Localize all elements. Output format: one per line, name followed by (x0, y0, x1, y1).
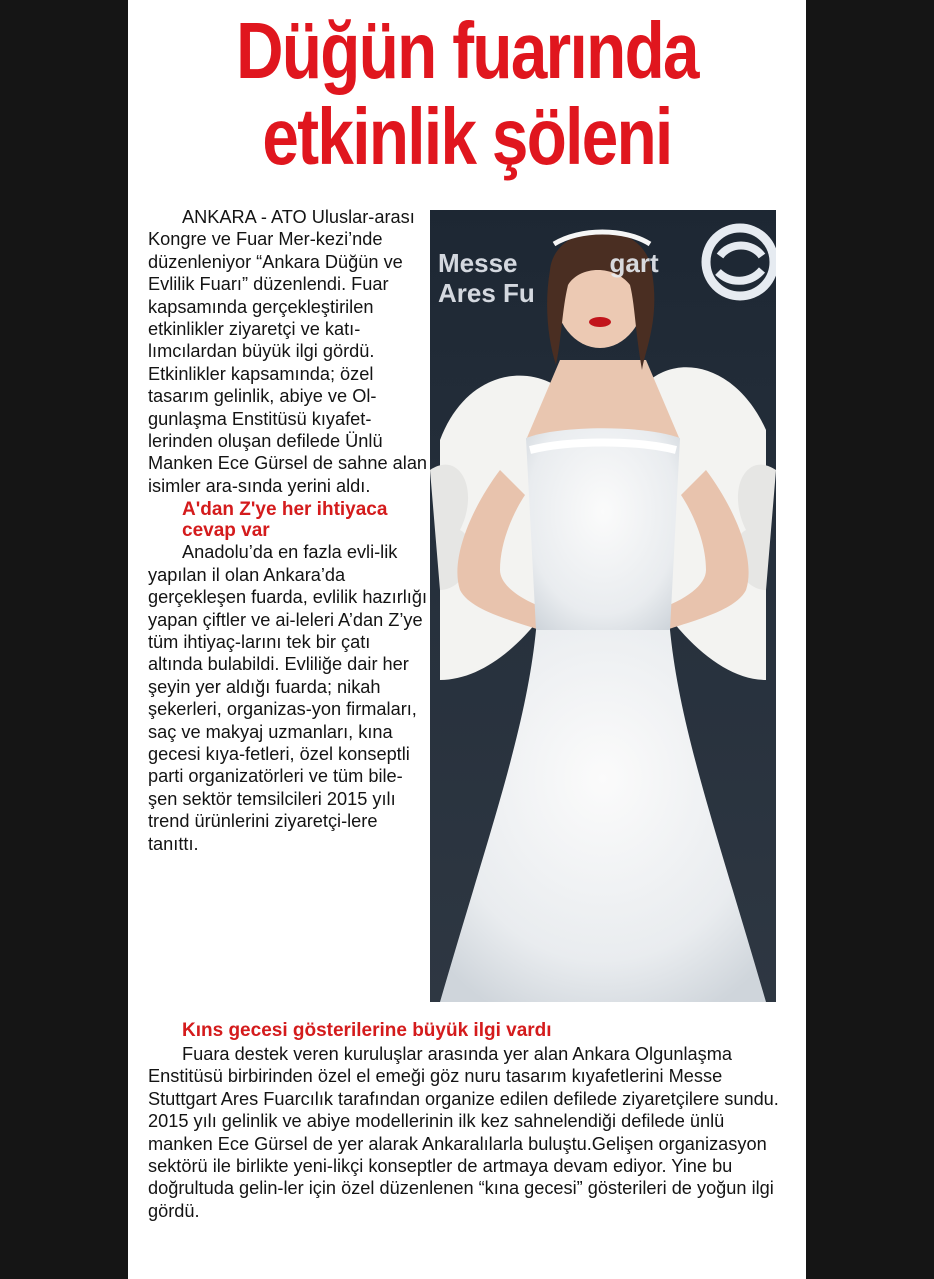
left-dark-border (0, 0, 128, 1279)
right-dark-border (806, 0, 934, 1279)
headline-line-2: etkinlik şöleni (262, 92, 672, 181)
lead-paragraph: ANKARA - ATO Uluslar-arası Kongre ve Fuar Mer-kezi’nde düzenleniyor “Ankara Düğün ve Evlilik Fuarı” düzenlendi. Fuar kapsamında gerçekleştirilen etkinlikler ziyaretçi ve katı-lımcılardan büyük ilgi gördü. Etkinlikler kapsamında; özel tasarım gelinlik, abiye ve Ol-gunlaşma Enstitüsü kıyafet-lerinden oluşan defilede Ünlü Manken Ece Gürsel de sahne alan isimler ara-sında yerini aldı. (148, 207, 428, 496)
article-headline (189, 8, 745, 180)
subhead-kina-gecesi: Kıns gecesi gösterilerine büyük ilgi vardı (182, 1020, 552, 1041)
subhead-a-to-z: A'dan Z'ye her ihtiyaca cevap var (182, 499, 388, 542)
left-column (148, 206, 428, 855)
newspaper-page (128, 0, 806, 1279)
bride-photo (430, 210, 776, 1002)
bottom-section (148, 1018, 788, 1222)
backdrop-sponsor-text (438, 248, 659, 308)
backdrop-text-messe: Messe (438, 248, 518, 278)
messe-logo-icon (700, 212, 776, 312)
backdrop-text-gart: gart (609, 248, 659, 278)
paragraph-2: Anadolu’da en fazla evli-lik yapılan il olan Ankara’da gerçekleşen fuarda, evlilik hazırlığı yapan çiftler ve ai-leleri A’dan Z’ye tüm ihtiyaç-larını tek bir çatı altında bulabildi. Evliliğe dair her şeyin yer aldığı fuarda; nikah şekerleri, organizas-yon firmaları, saç ve makyaj uzmanları, kına gecesi kıya-fetleri, özel konseptli parti organizatörleri ve tüm bile-şen sektör temsilcileri 2015 yılı trend ürünlerini ziyaretçi-lere tanıttı. (148, 542, 428, 854)
headline-line-1: Düğün fuarında (236, 6, 698, 95)
paragraph-3: Fuara destek veren kuruluşlar arasında yer alan Ankara Olgunlaşma Enstitüsü birbirinden özel el emeği göz nuru tasarım kıyafetlerini Messe Stuttgart Ares Fuarcılık tarafından organize edilen defilede ziyaretçilere sundu. 2015 yılı gelinlik ve abiye modellerinin ilk kez sahnelendiği defilede ünlü manken Ece Gürsel de yer alarak Ankaralılarla buluştu.Gelişen organizasyon sektörü ile birlikte yeni-likçi konseptler de artmaya devam ediyor. Yine bu doğrultuda gelin-ler için özel düzenlenen “kına gecesi” gösterileri de yoğun ilgi gördü. (148, 1044, 779, 1221)
bride-figure-illustration (430, 210, 776, 1002)
backdrop-text-ares: Ares Fu (438, 278, 535, 308)
